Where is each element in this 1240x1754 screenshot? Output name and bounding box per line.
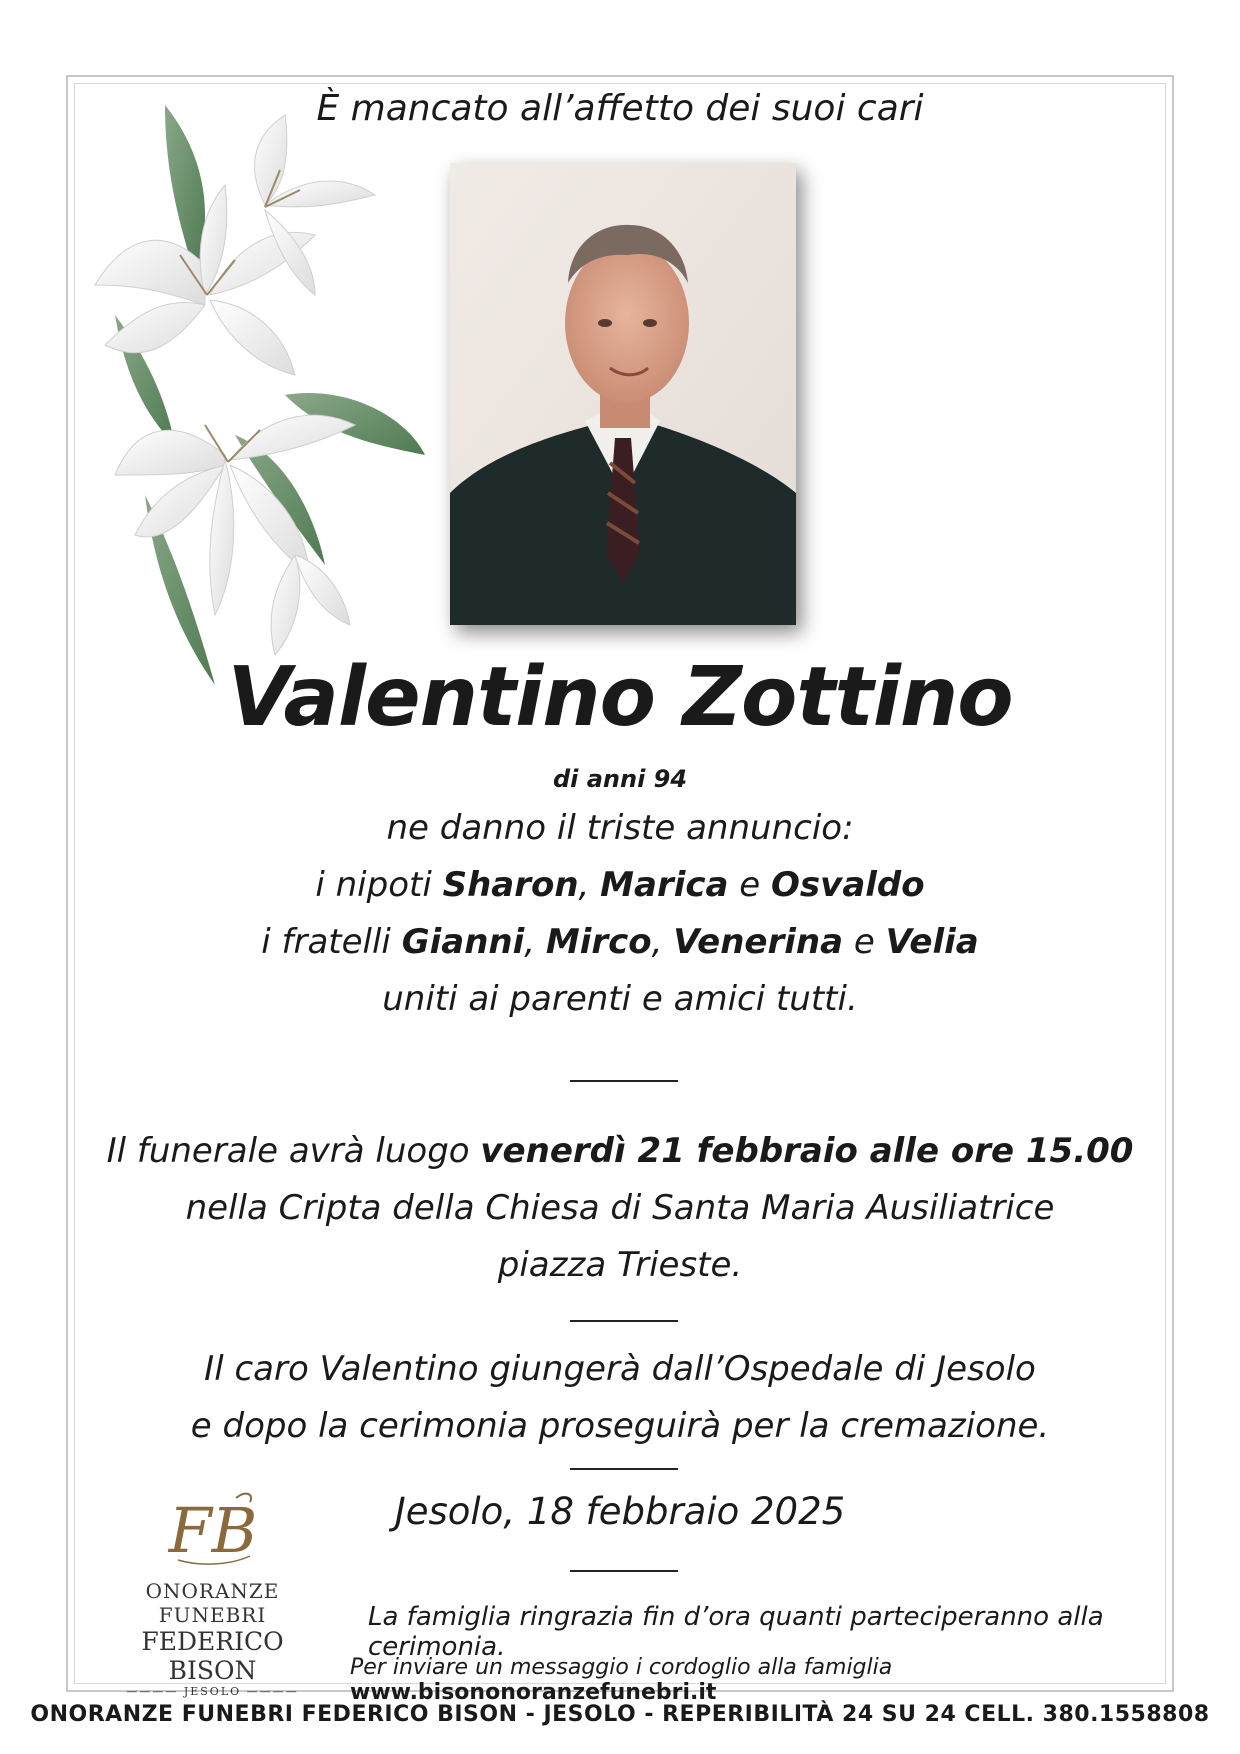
- logo-line-2: FEDERICO BISON: [141, 1627, 284, 1685]
- divider-2: [570, 1320, 678, 1322]
- funeral-line-3: piazza Trieste.: [497, 1245, 743, 1285]
- name-venerina: Venerina: [673, 922, 844, 962]
- deceased-name: Valentino Zottino: [227, 650, 1013, 745]
- announcement-line-4: uniti ai parenti e amici tutti.: [382, 979, 858, 1019]
- divider-1: [570, 1080, 678, 1082]
- lily-flowers-illustration: [85, 95, 430, 695]
- age-line: di anni 94: [552, 765, 688, 793]
- funeral-home-logo: [95, 1480, 330, 1698]
- funeral-line-1: Il funerale avrà luogo venerdì 21 febbraio alle ore 15.00: [106, 1131, 1134, 1171]
- arrival-block: [0, 1341, 1240, 1455]
- logo-line-1: ONORANZE FUNEBRI: [145, 1579, 280, 1627]
- announcement-line-2: i nipoti Sharon, Marica e Osvaldo: [315, 865, 925, 905]
- funeral-line-2: nella Cripta della Chiesa di Santa Maria Ausiliatrice: [185, 1188, 1055, 1228]
- funeral-block: [0, 1123, 1240, 1294]
- footer-contact: ONORANZE FUNEBRI FEDERICO BISON - JESOLO - REPERIBILITÀ 24 SU 24 CELL. 380.1558808: [30, 1702, 1210, 1727]
- name-marica: Marica: [600, 865, 729, 905]
- name-mirco: Mirco: [545, 922, 652, 962]
- funeral-datetime: venerdì 21 febbraio alle ore 15.00: [480, 1131, 1134, 1171]
- website-link[interactable]: www.bisononoranzefunebri.it: [350, 1680, 717, 1705]
- place-date: Jesolo, 18 febbraio 2025: [394, 1490, 846, 1533]
- divider-3: [570, 1468, 678, 1470]
- announcement-line-3: i fratelli Gianni, Mirco, Venerina e Velia: [261, 922, 979, 962]
- thanks-line: La famiglia ringrazia fin d’ora quanti parteciperanno alla cerimonia.: [368, 1602, 1104, 1662]
- announcement-block: [0, 800, 1240, 1028]
- logo-line-3: ———— JESOLO ————: [126, 1685, 299, 1698]
- intro-line: È mancato all’affetto dei suoi cari: [316, 88, 924, 129]
- name-sharon: Sharon: [442, 865, 579, 905]
- portrait-photo: [450, 163, 796, 625]
- fb-monogram-icon: [158, 1480, 268, 1575]
- svg-text:FB: FB: [168, 1494, 257, 1567]
- name-velia: Velia: [885, 922, 979, 962]
- arrival-line-2: e dopo la cerimonia proseguirà per la cremazione.: [190, 1406, 1050, 1446]
- condolence-message-line: Per inviare un messaggio i cordoglio alla famiglia www.bisononoranzefunebri.it: [350, 1655, 893, 1705]
- announcement-line-1: ne danno il triste annuncio:: [386, 808, 854, 848]
- name-gianni: Gianni: [401, 922, 525, 962]
- name-osvaldo: Osvaldo: [771, 865, 925, 905]
- divider-4: [570, 1570, 678, 1572]
- arrival-line-1: Il caro Valentino giungerà dall’Ospedale di Jesolo: [204, 1349, 1036, 1389]
